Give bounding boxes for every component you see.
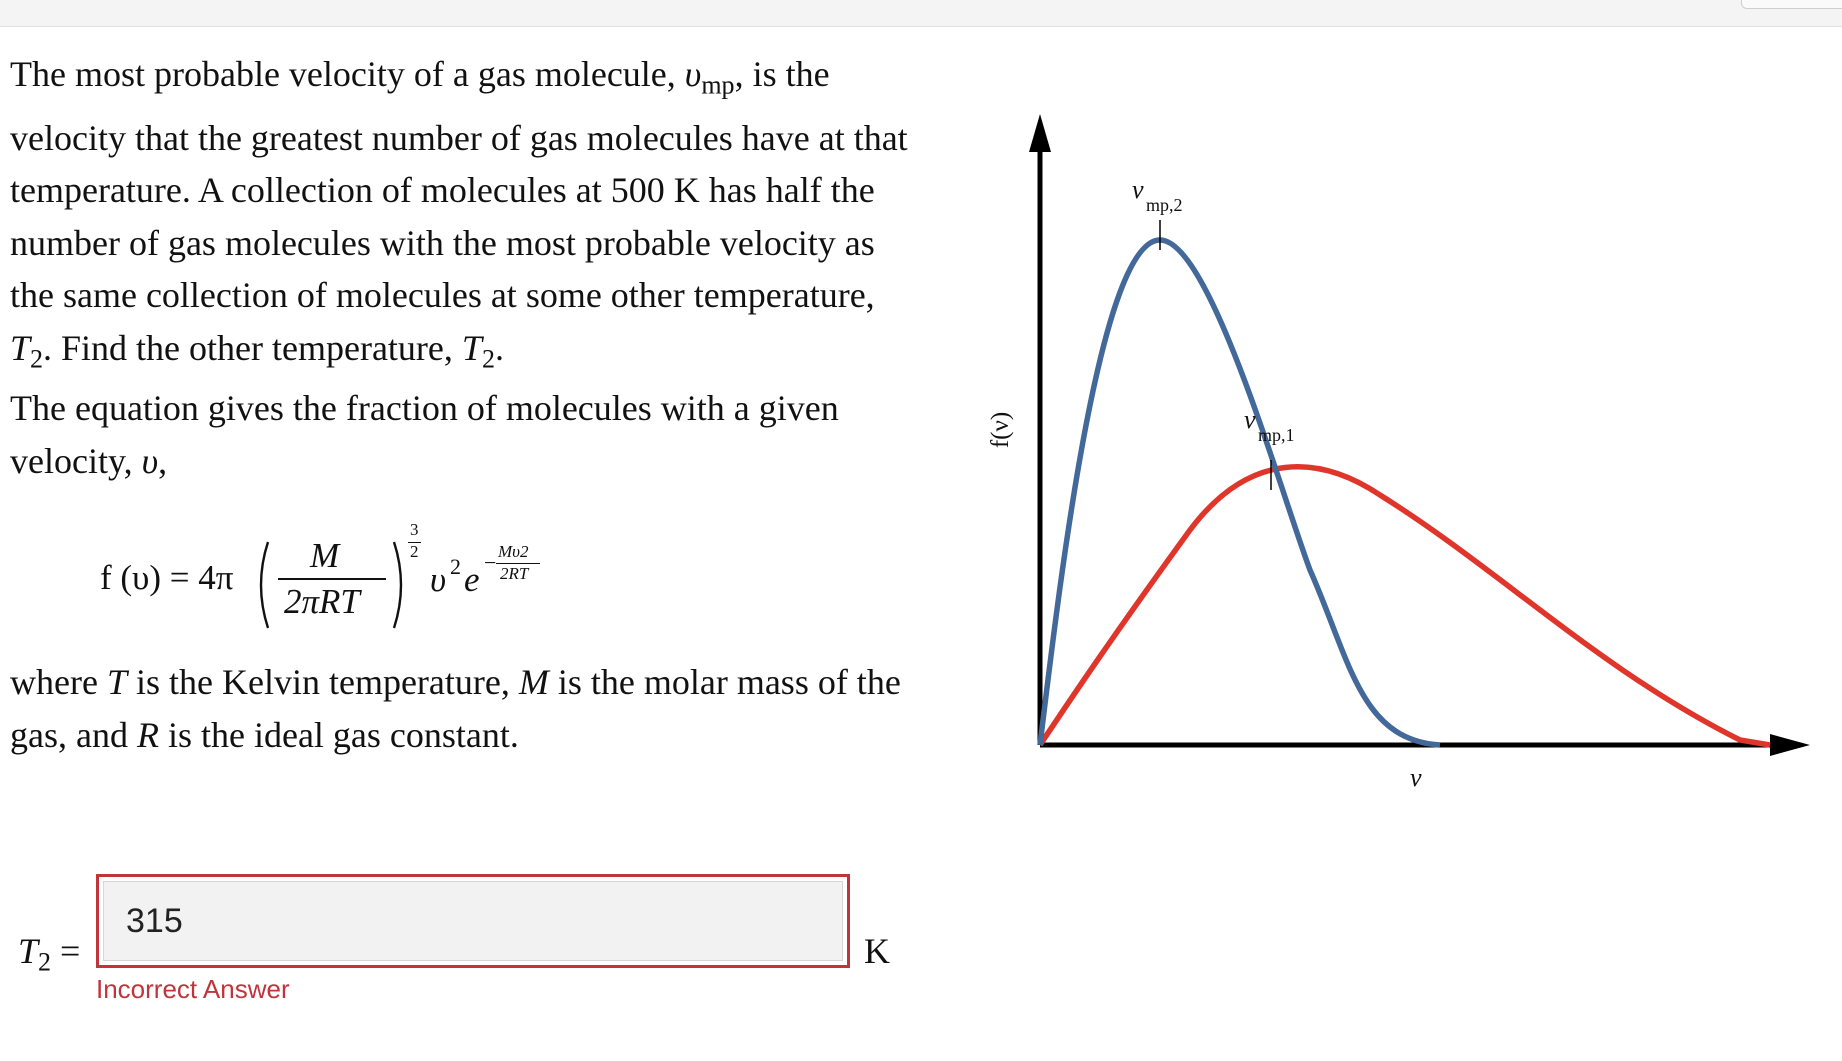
browser-top-bar <box>0 0 1842 27</box>
peak1-label-symbol: ν <box>1244 405 1256 434</box>
fraction-denominator: 2πRT <box>284 582 360 621</box>
right-paren <box>390 540 410 630</box>
e-exponent-numerator: Mυ2 <box>498 542 529 561</box>
incorrect-answer-message: Incorrect Answer <box>96 974 290 1004</box>
answer-label: $T_2$ = <box>18 931 81 977</box>
fraction-bar <box>278 578 386 580</box>
problem-paragraph-3: where T is the Kelvin temperature, M is the molar mass of the gas, and R is the ideal gas constant. <box>10 662 901 755</box>
velocity-distribution-graph <box>980 100 1830 800</box>
fraction-numerator: M <box>310 536 340 575</box>
top-corner-panel <box>1741 0 1842 9</box>
maxwell-boltzmann-equation <box>100 520 560 630</box>
answer-field-frame <box>96 874 850 968</box>
velocity-squared: 2 <box>450 554 461 579</box>
velocity-symbol: υ <box>430 560 447 599</box>
peak1-label-sub: mp,1 <box>1258 425 1295 445</box>
exponent-numerator: 3 <box>410 520 419 539</box>
answer-input[interactable] <box>103 881 843 961</box>
y-axis-arrowhead <box>1029 114 1051 152</box>
euler-e: e <box>464 560 480 599</box>
left-paren <box>252 540 272 630</box>
peak2-label-sub: mp,2 <box>1146 195 1183 215</box>
peak2-label-symbol: ν <box>1132 175 1144 204</box>
x-axis-arrowhead <box>1770 734 1810 756</box>
exponent-minus: − <box>484 550 497 575</box>
exponent-denominator: 2 <box>410 542 419 561</box>
equation-lhs: f (υ) = 4π <box>100 558 234 597</box>
curve-wide <box>1040 467 1770 745</box>
y-axis-label: f(ν) <box>987 411 1014 449</box>
x-axis-label: ν <box>1410 763 1422 792</box>
problem-paragraph-2: The equation gives the fraction of molecules with a given velocity, υ, <box>10 388 839 481</box>
problem-paragraph-1: The most probable velocity of a gas molecule, $\upsilon_{mp}$, is the velocity that the greatest number of gas molecules have at that temperature. A collection of molecules at 500 K has half the number of gas molecules with the most probable velocity as the same collection of molecules at some other temperature, $T_2$. Find the other temperature, $T_2$. <box>10 54 908 374</box>
unit-label: K <box>864 931 890 971</box>
e-exponent-denominator: 2RT <box>500 564 529 583</box>
